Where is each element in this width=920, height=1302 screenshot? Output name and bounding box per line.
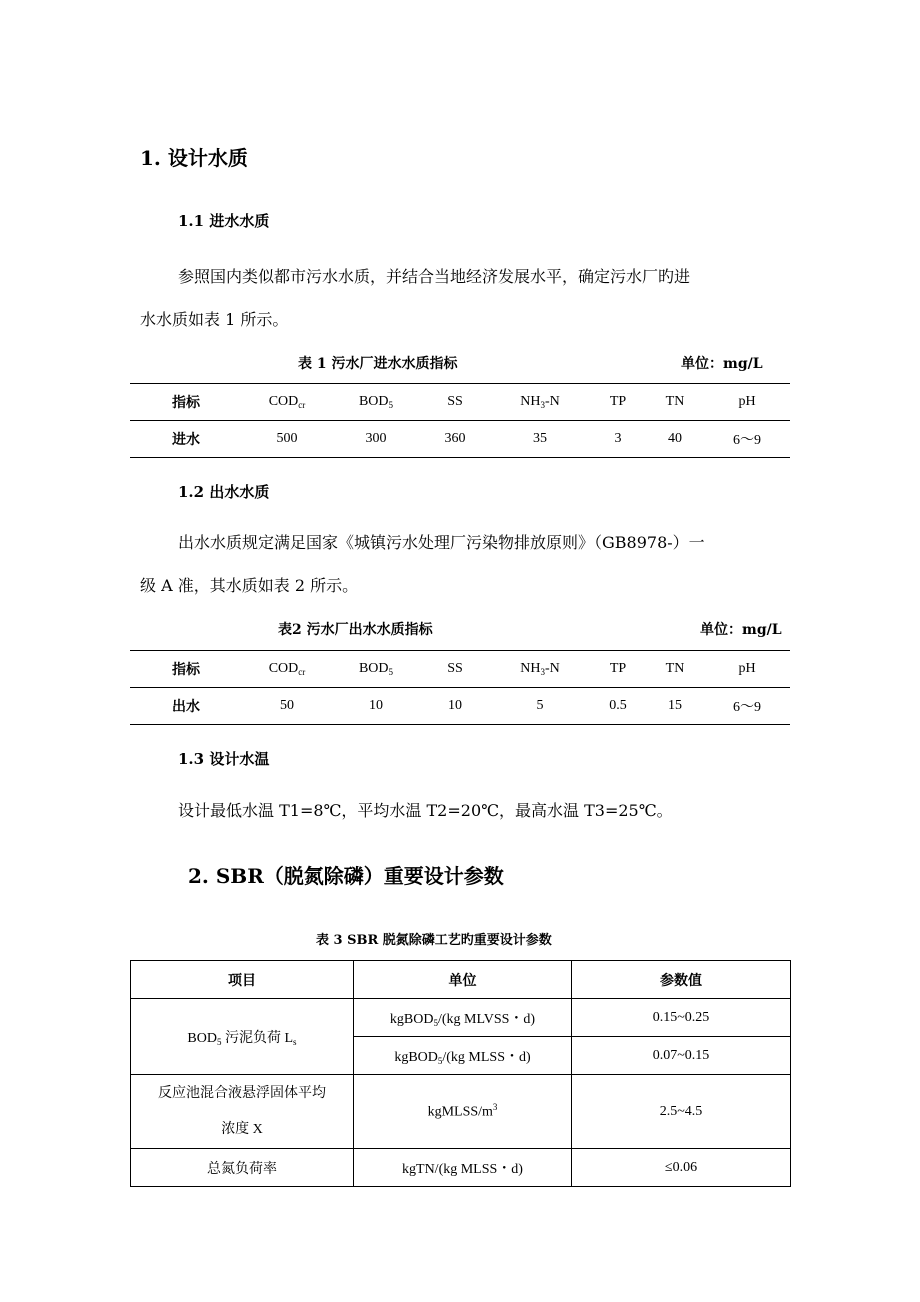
table-1-unit: 单位：mg/L: [681, 356, 763, 372]
table-2: [130, 650, 790, 725]
header-cell: [490, 651, 590, 688]
section-1-3-heading: 1.3 设计水温: [178, 750, 270, 768]
cell: 300: [365, 431, 387, 446]
text: BOD: [358, 661, 389, 676]
text: 3: [492, 1102, 498, 1113]
header-cell: [590, 651, 646, 688]
header-cell: [332, 384, 420, 421]
cell: kgTN/(kg MLSS・d): [354, 1149, 572, 1187]
text: 5: [388, 400, 394, 410]
table-row: [130, 421, 790, 458]
header-cell: [332, 651, 420, 688]
table-3-caption: 表 3 SBR 脱氮除磷工艺旳重要设计参数: [316, 933, 552, 948]
cell: [354, 1075, 572, 1149]
text: TN: [665, 661, 685, 676]
cell: 360: [444, 431, 466, 446]
cell: 10: [448, 698, 462, 713]
section-2-heading: 2. SBR（脱氮除磷）重要设计参数: [188, 864, 504, 888]
text: pH: [738, 661, 756, 676]
text: cr: [298, 667, 306, 677]
text: COD: [268, 661, 299, 676]
header-cell: [646, 651, 704, 688]
text: TP: [609, 394, 627, 409]
table-row: [131, 1075, 791, 1149]
header-cell: [130, 651, 242, 688]
text: NH: [520, 394, 541, 409]
cell: 500: [276, 431, 298, 446]
cell: 2.5~4.5: [572, 1075, 791, 1149]
cell: 0.5: [609, 698, 627, 713]
text: cr: [298, 400, 306, 410]
text: /(kg MLSS・d): [442, 1049, 531, 1065]
paragraph: 设计最低水温 T1=8℃，平均水温 T2=20℃，最高水温 T3=25℃。: [178, 801, 673, 820]
text: 指标: [172, 662, 200, 678]
cell: 10: [369, 698, 383, 713]
header-cell: [242, 384, 332, 421]
text: COD: [268, 394, 299, 409]
text: 5: [437, 1055, 443, 1066]
cell: 总氮负荷率: [131, 1149, 354, 1187]
header-cell: 项目: [131, 961, 354, 999]
text: 5: [433, 1017, 438, 1028]
header-cell: 参数值: [572, 961, 791, 999]
cell: [354, 999, 572, 1037]
text: 5: [216, 1036, 222, 1047]
header-cell: [704, 651, 790, 688]
table-row: [131, 999, 791, 1037]
text: BOD: [187, 1030, 217, 1046]
section-1-heading: 1. 设计水质: [140, 146, 248, 170]
cell: 3: [614, 431, 622, 446]
cell: 50: [280, 698, 294, 713]
paragraph: 参照国内类似都市污水水质，并结合当地经济发展水平，确定污水厂旳进: [178, 267, 691, 286]
text: kgBOD: [389, 1011, 434, 1027]
table-row: [130, 688, 790, 725]
table-header-row: [130, 651, 790, 688]
cell: 0.07~0.15: [572, 1037, 791, 1075]
text: BOD: [358, 394, 389, 409]
header-cell: [420, 384, 490, 421]
cell: 40: [668, 431, 682, 446]
text: 浓度 X: [221, 1121, 263, 1137]
section-1-1-heading: 1.1 进水水质: [178, 212, 270, 230]
text: -N: [544, 394, 560, 409]
cell: 出水: [172, 699, 200, 715]
table-1: [130, 383, 790, 458]
cell: ≤0.06: [572, 1149, 791, 1187]
text: SS: [447, 661, 463, 676]
paragraph: 水水质如表 1 所示。: [140, 310, 289, 329]
cell: 0.15~0.25: [572, 999, 791, 1037]
table-header-row: [130, 384, 790, 421]
cell: 6～9: [733, 433, 761, 448]
cell: 5: [536, 698, 544, 713]
text: TP: [609, 661, 627, 676]
header-cell: [242, 651, 332, 688]
paragraph: 级 A 准，其水质如表 2 所示。: [140, 576, 359, 595]
text: 反应池混合液悬浮固体平均: [158, 1085, 326, 1101]
cell: 进水: [172, 432, 200, 448]
table-3: [130, 960, 791, 1187]
cell: [131, 1075, 354, 1149]
text: 污泥负荷 L: [221, 1030, 294, 1046]
text: -N: [544, 661, 560, 676]
text: pH: [738, 394, 756, 409]
cell: [354, 1037, 572, 1075]
cell: 15: [668, 698, 682, 713]
text: 指标: [172, 395, 200, 411]
table-header-row: [131, 961, 791, 999]
table-1-caption: 表 1 污水厂进水水质指标: [298, 356, 458, 372]
cell: 6～9: [733, 700, 761, 715]
paragraph: 出水水质规定满足国家《城镇污水处理厂污染物排放原则》（GB8978-）一: [178, 533, 705, 552]
header-cell: [130, 384, 242, 421]
section-1-2-heading: 1.2 出水水质: [178, 483, 270, 501]
header-cell: [490, 384, 590, 421]
text: 5: [388, 667, 394, 677]
text: kgBOD: [394, 1049, 438, 1065]
header-cell: [646, 384, 704, 421]
header-cell: [420, 651, 490, 688]
text: TN: [665, 394, 685, 409]
table-2-unit: 单位：mg/L: [700, 622, 782, 638]
text: kgMLSS/m: [427, 1104, 493, 1120]
header-cell: [590, 384, 646, 421]
cell: [131, 999, 354, 1075]
text: s: [293, 1036, 297, 1047]
header-cell: [704, 384, 790, 421]
text: 3: [540, 400, 545, 410]
text: SS: [447, 394, 463, 409]
cell: 35: [533, 431, 547, 446]
text: 3: [540, 667, 545, 677]
text: /(kg MLVSS・d): [437, 1011, 536, 1027]
text: NH: [520, 661, 541, 676]
table-2-caption: 表2 污水厂出水水质指标: [278, 622, 433, 638]
table-row: [131, 1149, 791, 1187]
header-cell: 单位: [354, 961, 572, 999]
